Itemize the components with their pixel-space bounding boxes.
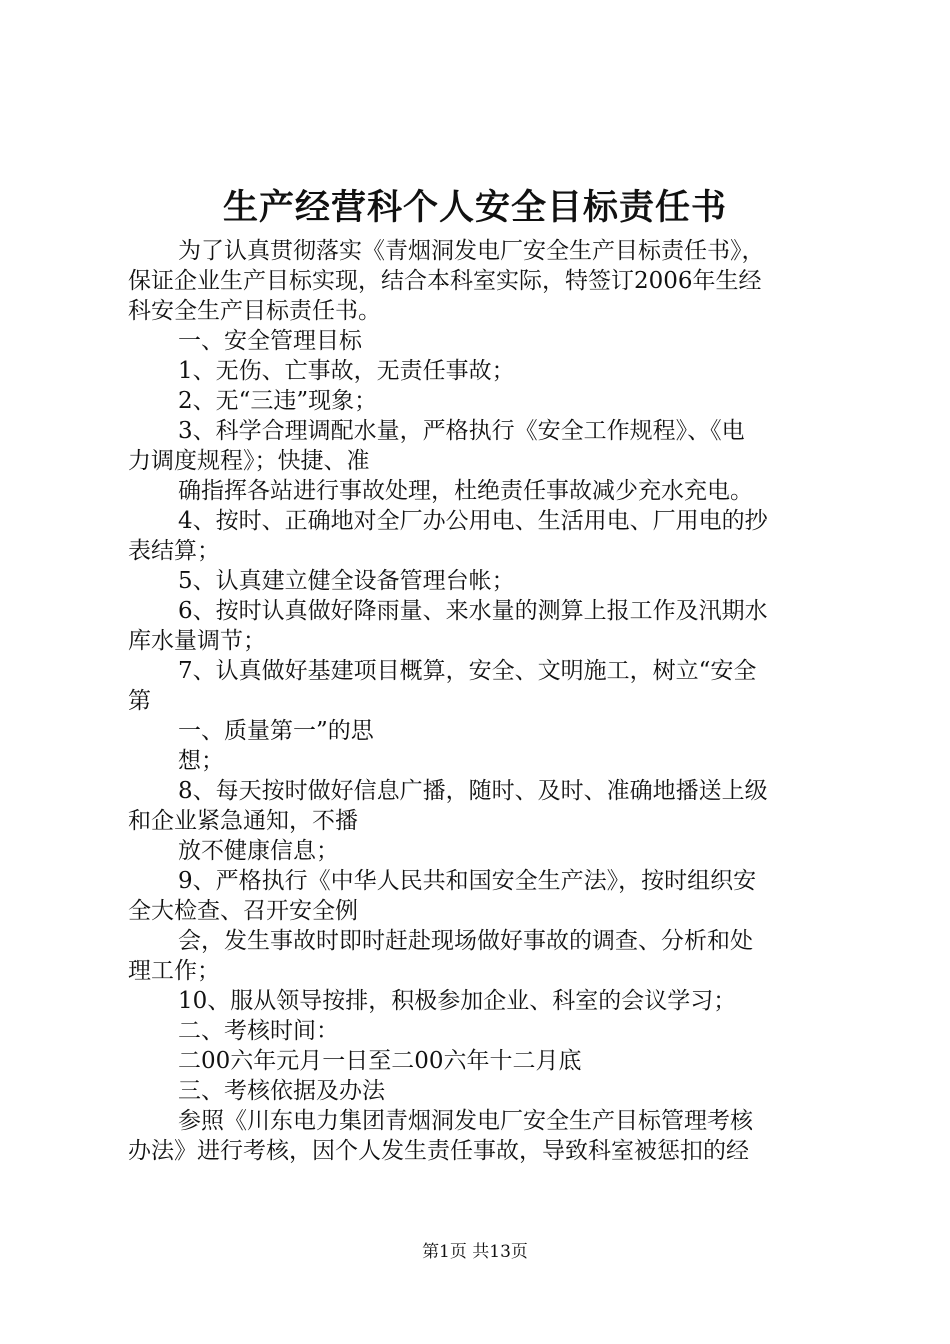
body-line: 保证企业生产目标实现，结合本科室实际，特签订2006年生经 (128, 268, 762, 294)
document-body (128, 236, 833, 1166)
body-line: 5、认真建立健全设备管理台帐； (178, 568, 515, 594)
document-title: 生产经营科个人安全目标责任书 (222, 188, 727, 228)
body-line: 一、质量第一”的思 (178, 718, 374, 744)
body-line: 二、考核时间： (178, 1018, 339, 1044)
body-line: 三、考核依据及办法 (178, 1078, 385, 1104)
body-line: 为了认真贯彻落实《青烟洞发电厂安全生产目标责任书》， (178, 238, 765, 264)
body-line: 8、每天按时做好信息广播，随时、及时、准确地播送上级 (178, 778, 768, 804)
body-line: 6、按时认真做好降雨量、来水量的测算上报工作及汛期水 (178, 598, 768, 624)
body-line: 和企业紧急通知，不播 (128, 808, 358, 834)
body-line: 理工作； (128, 958, 220, 984)
body-line: 一、安全管理目标 (178, 328, 362, 354)
body-line: 1、无伤、亡事故，无责任事故； (178, 358, 515, 384)
body-line: 办法》进行考核，因个人发生责任事故，导致科室被惩扣的经 (128, 1138, 749, 1164)
body-line: 科安全生产目标责任书。 (128, 298, 381, 324)
body-line: 2、无“三违”现象； (178, 388, 378, 414)
body-line: 二00六年元月一日至二00六年十二月底 (178, 1048, 582, 1074)
body-line: 表结算； (128, 538, 220, 564)
body-line: 全大检查、召开安全例 (128, 898, 358, 924)
body-line: 参照《川东电力集团青烟洞发电厂安全生产目标管理考核 (178, 1108, 753, 1134)
page-footer: 第1页 共13页 (422, 1242, 528, 1262)
body-line: 力调度规程》；快捷、准 (128, 448, 370, 474)
body-line: 库水量调节； (128, 628, 266, 654)
body-line: 9、严格执行《中华人民共和国安全生产法》，按时组织安 (178, 868, 757, 894)
body-line: 10、服从领导按排，积极参加企业、科室的会议学习； (178, 988, 737, 1014)
body-line: 7、认真做好基建项目概算，安全、文明施工，树立“安全 (178, 658, 757, 684)
body-line: 第 (128, 688, 151, 714)
body-line: 放不健康信息； (178, 838, 339, 864)
body-line: 3、科学合理调配水量，严格执行《安全工作规程》、《电 (178, 418, 745, 444)
body-line: 想； (178, 748, 224, 774)
body-line: 确指挥各站进行事故处理，杜绝责任事故减少充水充电。 (178, 478, 753, 504)
body-line: 会，发生事故时即时赶赴现场做好事故的调查、分析和处 (178, 928, 753, 954)
body-line: 4、按时、正确地对全厂办公用电、生活用电、厂用电的抄 (178, 508, 768, 534)
